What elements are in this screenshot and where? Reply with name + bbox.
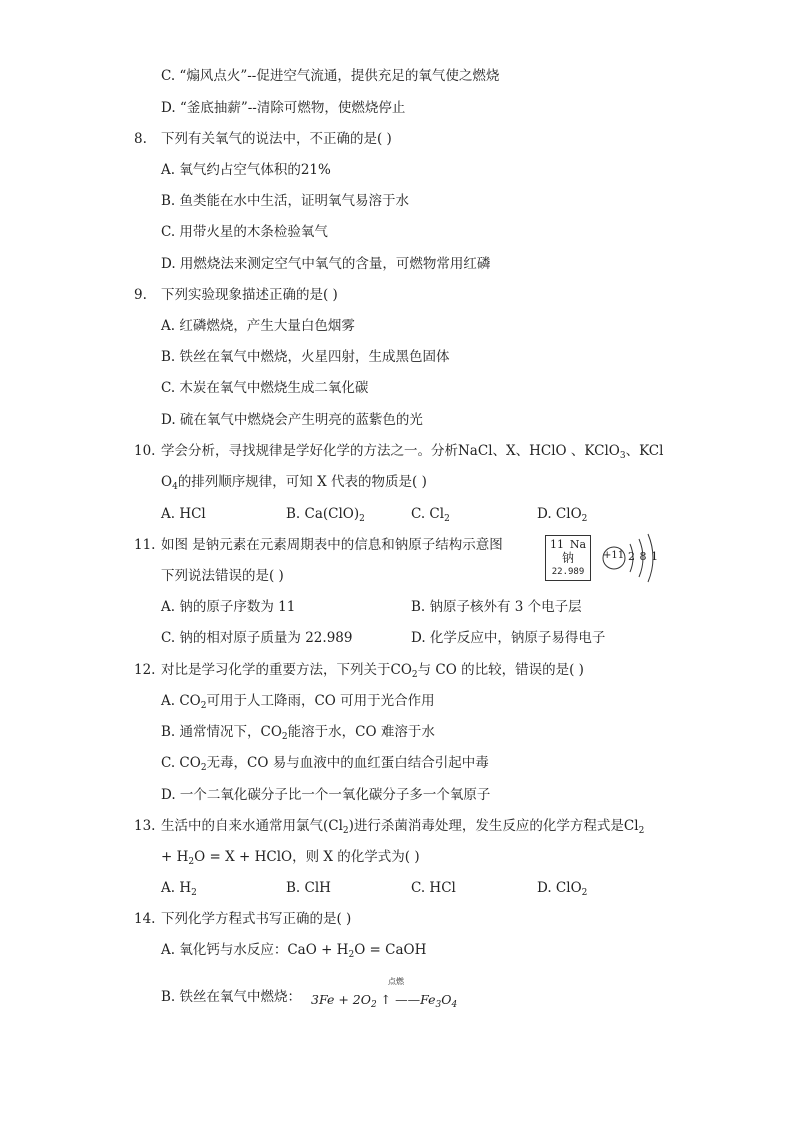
q10-option-a: A. HCl bbox=[161, 506, 206, 522]
q10-stem-line2: $O_4$的排列顺序规律，可知 X 代表的物质是( ) bbox=[161, 474, 427, 492]
q11-option-d: D. 化学反应中，钠原子易得电子 bbox=[411, 630, 606, 646]
q13-option-b: B. ClH bbox=[286, 880, 331, 896]
periodic-table-card bbox=[545, 535, 591, 581]
q12-option-c: C. $CO_2$无毒，CO 易与血液中的血红蛋白结合引起中毒 bbox=[161, 755, 489, 773]
q7-option-d: D. “釜底抽薪”--清除可燃物，使燃烧停止 bbox=[161, 100, 406, 116]
q9-option-b: B. 铁丝在氧气中燃烧，火星四射，生成黑色固体 bbox=[161, 349, 450, 365]
q9-number: 9. bbox=[134, 287, 147, 303]
atomic-number: 11 bbox=[550, 538, 564, 551]
q13-option-c: C. HCl bbox=[411, 880, 456, 896]
q14-option-a: A. 氧化钙与水反应：CaO + $H_2O$ = CaOH bbox=[161, 942, 427, 960]
q12-option-d: D. 一个二氧化碳分子比一个一氧化碳分子多一个氧原子 bbox=[161, 787, 491, 803]
q13-option-d: D. ClO$_2$ bbox=[537, 880, 588, 898]
q11-option-c: C. 钠的相对原子质量为 22.989 bbox=[161, 630, 353, 646]
q13-number: 13. bbox=[134, 818, 156, 834]
q11-stem-line1: 如图 是钠元素在元素周期表中的信息和钠原子结构示意图 bbox=[161, 537, 503, 553]
nucleus-charge: +11 bbox=[603, 550, 625, 561]
q11-option-a: A. 钠的原子序数为 11 bbox=[161, 599, 296, 615]
q12-number: 12. bbox=[134, 662, 156, 678]
q13-stem-line2: + $H_2O = X$ + HClO，则 X 的化学式为( ) bbox=[161, 849, 420, 867]
reaction-condition: 点燃 bbox=[388, 977, 404, 986]
q13-option-a: A. $H_2$ bbox=[161, 880, 197, 898]
q14-stem: 下列化学方程式书写正确的是( ) bbox=[161, 911, 352, 927]
q9-option-a: A. 红磷燃烧，产生大量白色烟雾 bbox=[161, 318, 355, 334]
q10-option-d: D. ClO$_2$ bbox=[537, 506, 588, 524]
q10-stem-line1: 学会分析，寻找规律是学好化学的方法之一。分析NaCl、X、HClO 、KClO$_3$、KCl bbox=[161, 443, 664, 461]
q11-number: 11. bbox=[134, 537, 156, 553]
q8-option-a: A. 氧气约占空气体积的21% bbox=[161, 162, 331, 178]
q12-option-b: B. 通常情况下，$CO_2$能溶于水，CO 难溶于水 bbox=[161, 724, 435, 742]
element-symbol: Na bbox=[569, 538, 586, 551]
element-name: 钠 bbox=[561, 551, 574, 565]
q8-option-b: B. 鱼类能在水中生活，证明氧气易溶于水 bbox=[161, 193, 410, 209]
q10-option-b: B. $Ca(ClO)_2$ bbox=[286, 506, 365, 524]
q8-option-c: C. 用带火星的木条检验氧气 bbox=[161, 224, 328, 240]
q11-stem-line2: 下列说法错误的是( ) bbox=[161, 568, 284, 584]
atomic-mass: 22.989 bbox=[551, 567, 585, 577]
q10-number: 10. bbox=[134, 443, 156, 459]
q10-option-c: C. $Cl_2$ bbox=[411, 506, 450, 524]
q12-option-a: A. $CO_2$可用于人工降雨，CO 可用于光合作用 bbox=[161, 693, 435, 711]
q11-option-b: B. 钠原子核外有 3 个电子层 bbox=[411, 599, 582, 615]
q8-number: 8. bbox=[134, 131, 147, 147]
q9-option-c: C. 木炭在氧气中燃烧生成二氧化碳 bbox=[161, 380, 369, 396]
q9-option-d: D. 硫在氧气中燃烧会产生明亮的蓝紫色的光 bbox=[161, 412, 423, 428]
q9-stem: 下列实验现象描述正确的是( ) bbox=[161, 287, 338, 303]
atom-structure-diagram bbox=[600, 530, 664, 586]
electron-shells: 2 8 1 bbox=[628, 550, 659, 563]
q12-stem: 对比是学习化学的重要方法，下列关于$CO_2$与 CO 的比较，错误的是( ) bbox=[161, 662, 584, 680]
q14-number: 14. bbox=[134, 911, 156, 927]
q8-option-d: D. 用燃烧法来测定空气中氧气的含量，可燃物常用红磷 bbox=[161, 256, 491, 272]
q14-option-b-label: B. 铁丝在氧气中燃烧： bbox=[161, 989, 302, 1005]
q14-option-b-equation: $3Fe + 2O_2$ ↑ $——Fe_3O_4$ bbox=[311, 992, 458, 1010]
q13-stem-line1: 生活中的自来水通常用氯气$(Cl_2)$进行杀菌消毒处理，发生反应的化学方程式是$Cl_2$ bbox=[161, 818, 645, 836]
q8-stem: 下列有关氧气的说法中，不正确的是( ) bbox=[161, 131, 392, 147]
q7-option-c: C. “煽风点火”--促进空气流通，提供充足的氧气使之燃烧 bbox=[161, 68, 500, 84]
